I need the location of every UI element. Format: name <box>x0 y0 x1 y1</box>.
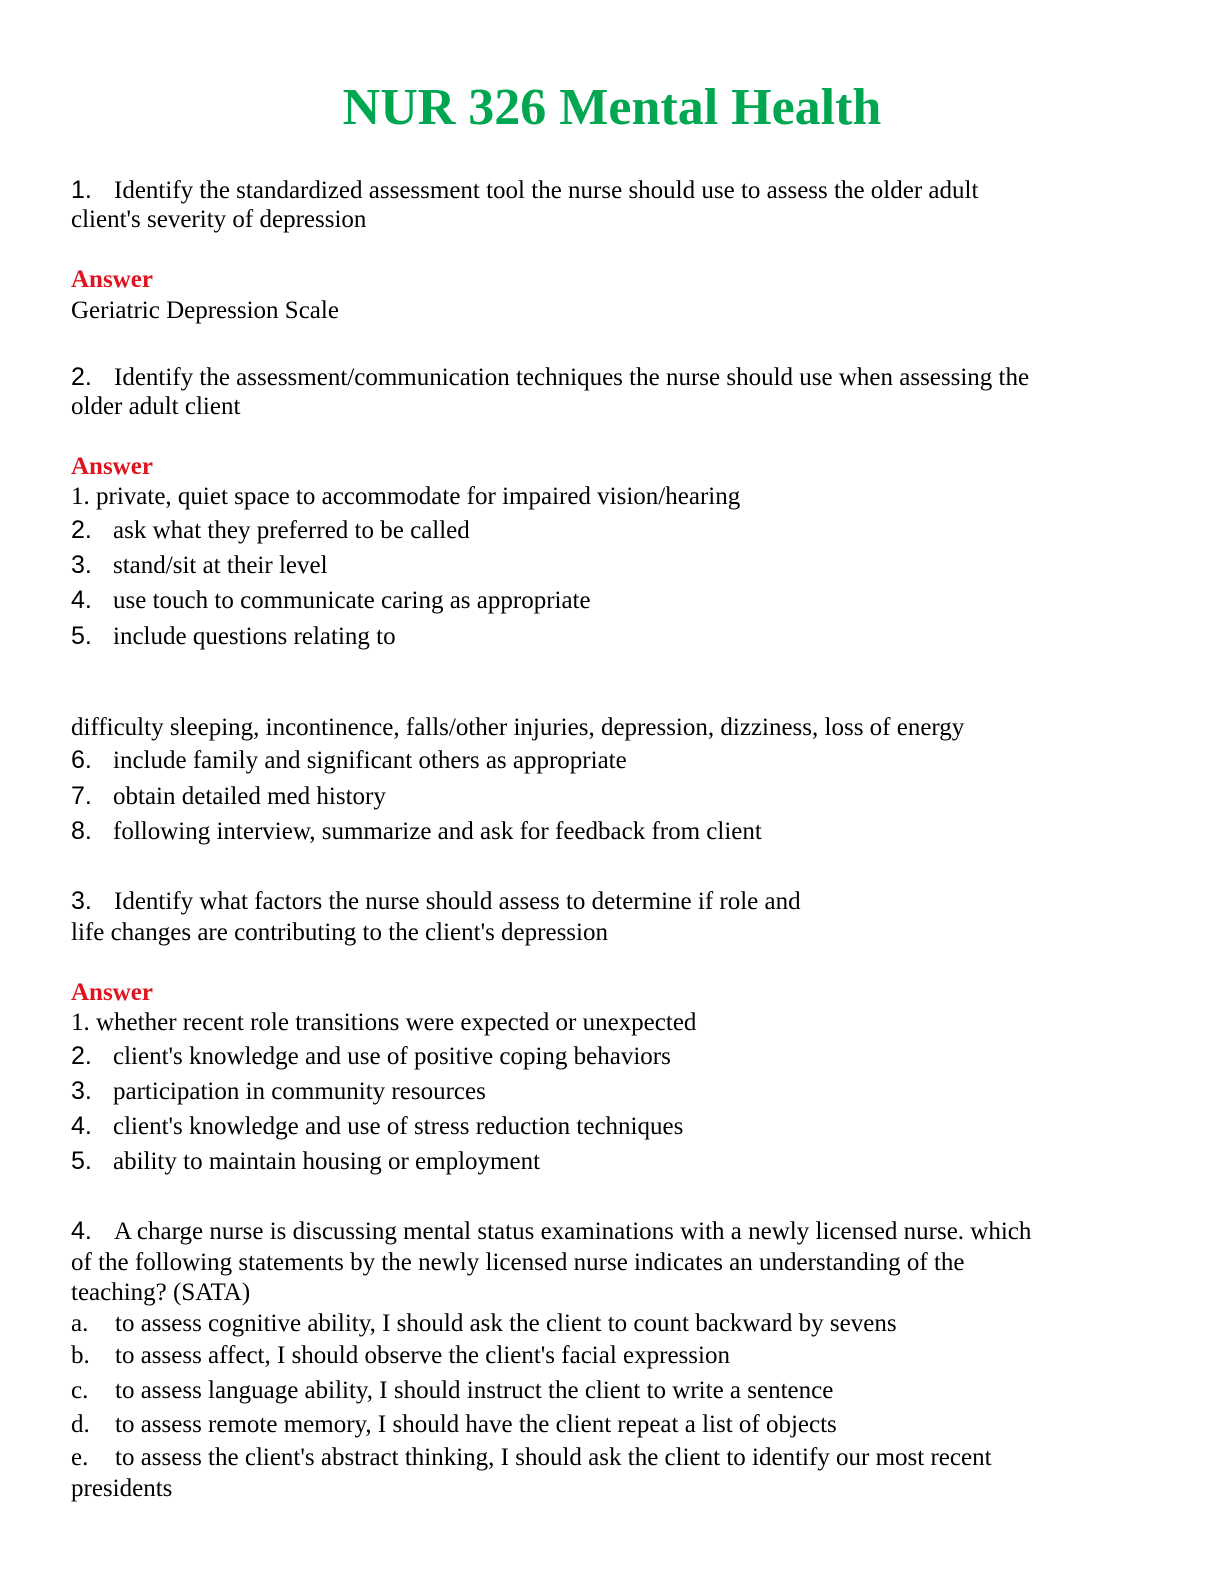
answer-3-item-2 <box>71 1041 671 1072</box>
list-number: 4. <box>71 1112 92 1140</box>
answer-2-item-2 <box>71 515 470 546</box>
question-4-line-3: teaching? (SATA) <box>71 1279 251 1306</box>
answer-label-1: Answer <box>71 266 153 293</box>
list-number: 4. <box>71 586 92 614</box>
list-item-text: participation in community resources <box>113 1078 486 1105</box>
question-3-number: 3. <box>71 887 92 915</box>
answer-3-item-4 <box>71 1111 683 1142</box>
answer-2-item-7 <box>71 781 386 812</box>
question-2-number: 2. <box>71 363 92 391</box>
question-3-text: Identify what factors the nurse should assess to determine if role and <box>114 888 801 915</box>
list-item-text: obtain detailed med history <box>113 783 386 810</box>
question-4-text: A charge nurse is discussing mental status examinations with a newly licensed nurse. which <box>114 1218 1032 1245</box>
question-4-number: 4. <box>71 1217 92 1245</box>
option-c <box>71 1376 833 1406</box>
list-item-text: use touch to communicate caring as appropriate <box>113 587 591 614</box>
option-letter: a. <box>71 1310 89 1337</box>
answer-2-item-5 <box>71 621 396 652</box>
answer-2-item-3 <box>71 550 328 581</box>
question-2-line-1 <box>71 362 1029 393</box>
list-number: 2. <box>71 1042 92 1070</box>
option-e-line-2: presidents <box>71 1475 173 1502</box>
list-number: 5. <box>71 622 92 650</box>
list-item-text: ability to maintain housing or employment <box>113 1148 541 1175</box>
list-number: 2. <box>71 516 92 544</box>
question-2-line-2: older adult client <box>71 393 241 420</box>
list-item-text: following interview, summarize and ask for feedback from client <box>113 818 762 845</box>
list-item-text: include questions relating to <box>113 623 396 650</box>
answer-label-3: Answer <box>71 979 153 1006</box>
page-title: NUR 326 Mental Health <box>342 79 882 136</box>
option-letter: b. <box>71 1342 90 1369</box>
option-letter: e. <box>71 1444 89 1471</box>
answer-2-item-8 <box>71 816 762 847</box>
list-item-text: client's knowledge and use of stress reduction techniques <box>113 1113 684 1140</box>
question-3-line-1 <box>71 886 801 917</box>
question-3-line-2: life changes are contributing to the client's depression <box>71 919 608 946</box>
option-text: to assess affect, I should observe the client's facial expression <box>115 1342 730 1369</box>
list-item-text: ask what they preferred to be called <box>113 517 470 544</box>
question-1-number: 1. <box>71 176 92 204</box>
option-e <box>71 1443 992 1473</box>
question-1-text: Identify the standardized assessment tool the nurse should use to assess the older adult <box>114 177 979 204</box>
list-number: 5. <box>71 1147 92 1175</box>
option-text: to assess the client's abstract thinking, I should ask the client to identify our most recent <box>115 1444 992 1471</box>
answer-3-item-5 <box>71 1146 540 1177</box>
answer-1-text: Geriatric Depression Scale <box>71 297 339 324</box>
question-1-line-1 <box>71 175 978 206</box>
option-d <box>71 1410 837 1440</box>
answer-2-item-6 <box>71 745 627 776</box>
answer-2-item-1: 1. private, quiet space to accommodate for impaired vision/hearing <box>71 483 741 510</box>
answer-2-item-4 <box>71 585 591 616</box>
list-number: 3. <box>71 1077 92 1105</box>
list-item-text: client's knowledge and use of positive coping behaviors <box>113 1043 671 1070</box>
list-number: 3. <box>71 551 92 579</box>
option-letter: c. <box>71 1377 89 1404</box>
answer-3-item-3 <box>71 1076 486 1107</box>
question-4-line-2: of the following statements by the newly licensed nurse indicates an understanding of the <box>71 1249 965 1276</box>
list-item-text: stand/sit at their level <box>113 552 328 579</box>
option-b <box>71 1341 730 1371</box>
option-text: to assess remote memory, I should have the client repeat a list of objects <box>115 1411 837 1438</box>
list-number: 7. <box>71 782 92 810</box>
question-1-line-2: client's severity of depression <box>71 206 367 233</box>
answer-3-item-1: 1. whether recent role transitions were expected or unexpected <box>71 1009 697 1036</box>
option-letter: d. <box>71 1411 90 1438</box>
list-number: 8. <box>71 817 92 845</box>
option-a <box>71 1309 897 1339</box>
question-2-text: Identify the assessment/communication techniques the nurse should use when assessing the <box>114 364 1030 391</box>
list-number: 6. <box>71 746 92 774</box>
option-text: to assess language ability, I should instruct the client to write a sentence <box>115 1377 834 1404</box>
question-4-line-1 <box>71 1216 1031 1247</box>
option-text: to assess cognitive ability, I should ask the client to count backward by sevens <box>115 1310 897 1337</box>
answer-label-2: Answer <box>71 453 153 480</box>
answer-2-continuation: difficulty sleeping, incontinence, falls/other injuries, depression, dizziness, loss of energy <box>71 714 965 741</box>
list-item-text: include family and significant others as appropriate <box>113 747 627 774</box>
